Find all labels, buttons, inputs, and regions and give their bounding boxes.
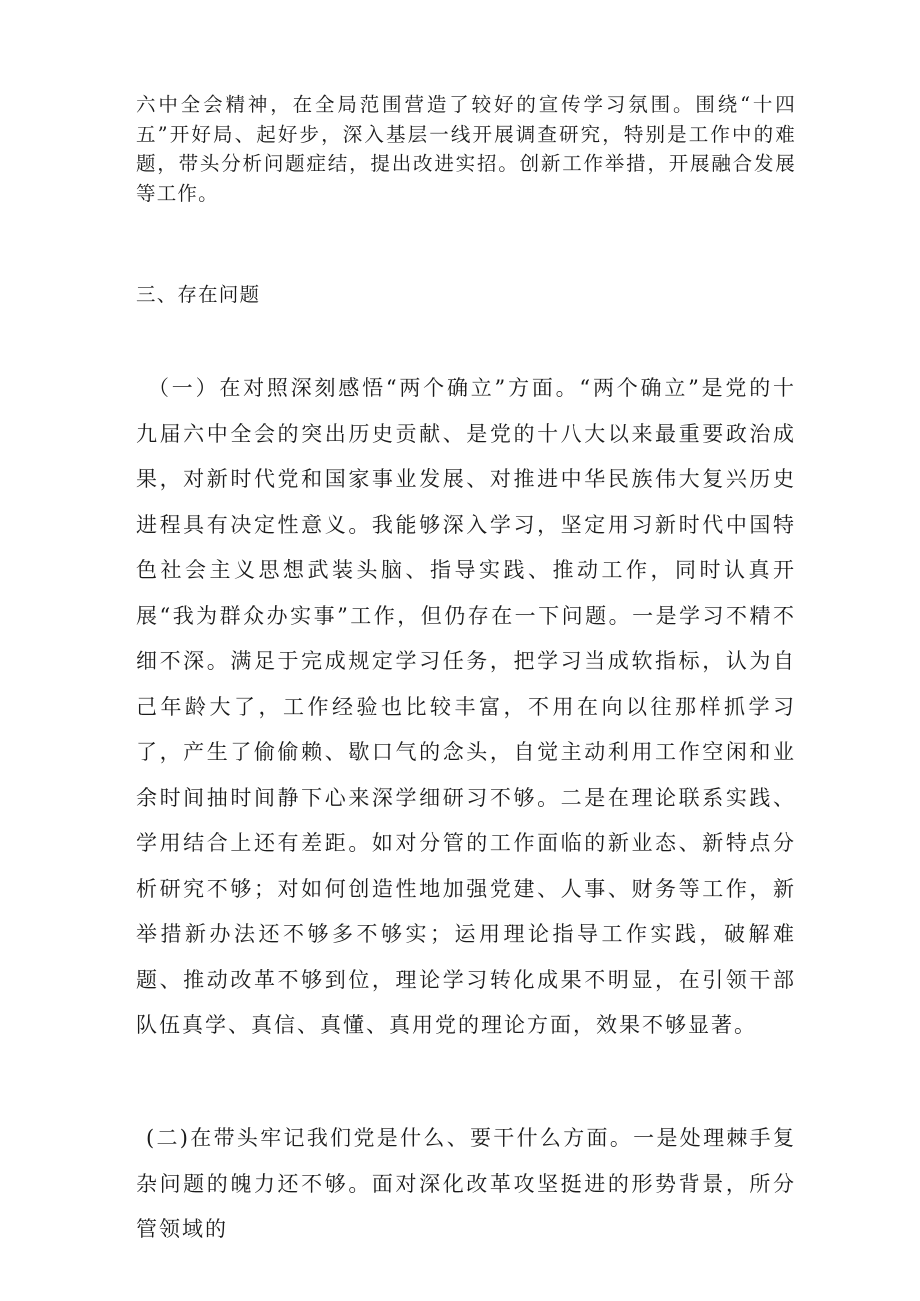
- intro-paragraph: 六中全会精神，在全局范围营造了较好的宣传学习氛围。围绕“十四五”开好局、起好步，深入基层一线开展调查研究，特别是工作中的难题，带头分析问题症结，提出改进实招。创新工作举措，开展融合发展等工作。: [136, 93, 796, 205]
- paragraph-one: （一）在对照深刻感悟“两个确立”方面。“两个确立”是党的十九届六中全会的突出历史贡献、是党的十八大以来最重要政治成果，对新时代党和国家事业发展、对推进中华民族伟大复兴历史进程具有决定性意义。我能够深入学习，坚定用习新时代中国特色社会主义思想武装头脑、指导实践、推动工作，同时认真开展“我为群众办实事”工作，但仍存在一下问题。一是学习不精不细不深。满足于完成规定学习任务，把学习当成软指标，认为自己年龄大了，工作经验也比较丰富，不用在向以往那样抓学习了，产生了偷偷赖、歇口气的念头，自觉主动利用工作空闲和业余时间抽时间静下心来深学细研习不够。二是在理论联系实践、学用结合上还有差距。如对分管的工作面临的新业态、新特点分析研究不够；对如何创造性地加强党建、人事、财务等工作，新举措新办法还不够多不够实；运用理论指导工作实践，破解难题、推动改革不够到位，理论学习转化成果不明显，在引领干部队伍真学、真信、真懂、真用党的理论方面，效果不够显著。: [136, 376, 796, 1037]
- section-heading: 三、存在问题: [136, 283, 261, 306]
- paragraph-two: (二)在带头牢记我们党是什么、要干什么方面。一是处理棘手复杂问题的魄力还不够。面对深化改革攻坚挺进的形势背景，所分管领域的: [136, 1126, 796, 1241]
